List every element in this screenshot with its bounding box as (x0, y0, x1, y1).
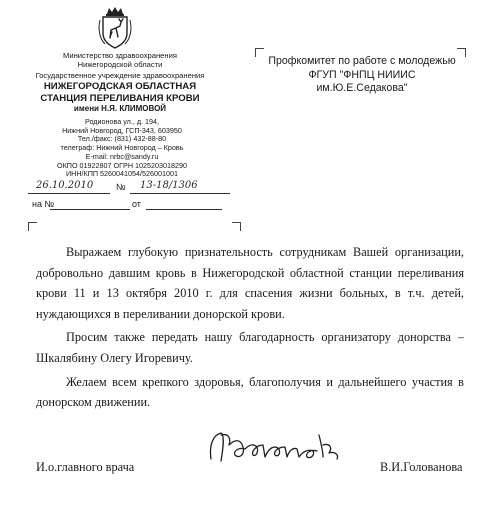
body-paragraph-3: Желаем всем крепкого здоровья, благополучия и дальнейшего участия в донорском движении. (36, 374, 464, 410)
inn-line: ИНН/КПП 5260041054/526001001 (65, 169, 178, 179)
reference-block (28, 178, 238, 214)
addressee-line3: им.Ю.Е.Седакова" (316, 82, 408, 94)
subject-corner-left (28, 222, 37, 231)
letterhead (30, 51, 210, 114)
signatory-name: В.И.Голованова (380, 460, 463, 474)
telegraph-line: телеграф: Нижний Новгород – Кровь (60, 143, 184, 153)
okpo-line: ОКПО 01922807 ОГРН 1025203018290 (57, 160, 187, 170)
reply-number-rule (50, 209, 130, 210)
letter-body (36, 242, 464, 413)
number-label: № (116, 182, 126, 192)
number-rule (130, 193, 230, 194)
email-line: E-mail: nrbc@sandy.ru (85, 151, 159, 161)
addressee-line2: ФГУП "ФНПЦ НИИИС (308, 68, 416, 81)
address-line1: Родионова ул., д. 194, (84, 117, 160, 126)
address-line2: Нижний Новгород, ГСП-343, 603950 (62, 125, 182, 135)
addressee-line1: Профкомитет по работе с молодежью (268, 55, 456, 67)
coat-of-arms-icon (97, 6, 133, 50)
institution-line: Государственное учреждение здравоохранения (35, 71, 205, 80)
handwritten-number: 13-18/1306 (140, 180, 198, 191)
date-rule (28, 193, 110, 194)
phone-line: Тел./факс: (831) 432-88-80 (77, 134, 167, 144)
reply-date-rule (146, 209, 222, 210)
station-name-line2: СТАНЦИЯ ПЕРЕЛИВАНИЯ КРОВИ (40, 93, 200, 104)
handwritten-date: 26.10.2010 (36, 180, 94, 191)
addressee (262, 55, 462, 96)
ministry-line1: Министерство здравоохранения (63, 51, 177, 60)
station-name-line1: НИЖЕГОРОДСКАЯ ОБЛАСТНАЯ (43, 81, 197, 92)
named-after: имени Н.Я. КЛИМОВОЙ (73, 104, 167, 113)
signatory-title: И.о.главного врача (36, 460, 135, 474)
in-reply-label: на № (32, 199, 55, 209)
body-paragraph-1: Выражаем глубокую признательность сотрудникам Вашей организации, добровольно давшим кровь в Нижегородской областной станции переливания крови 11 и 13 октября 2010 г. для спасения жизни больных, в т.ч. детей, нуждающихся в переливании донорской крови. (36, 245, 464, 321)
body-paragraph-2: Просим также передать нашу благодарность организатору донорства – Шкалябину Олегу Игоревичу. (36, 330, 464, 365)
from-label: от (132, 199, 141, 209)
letterhead-address (38, 118, 206, 179)
ministry-line2: Нижегородской области (77, 60, 163, 69)
handwritten-signature (205, 425, 345, 473)
subject-corner-right (232, 222, 241, 231)
